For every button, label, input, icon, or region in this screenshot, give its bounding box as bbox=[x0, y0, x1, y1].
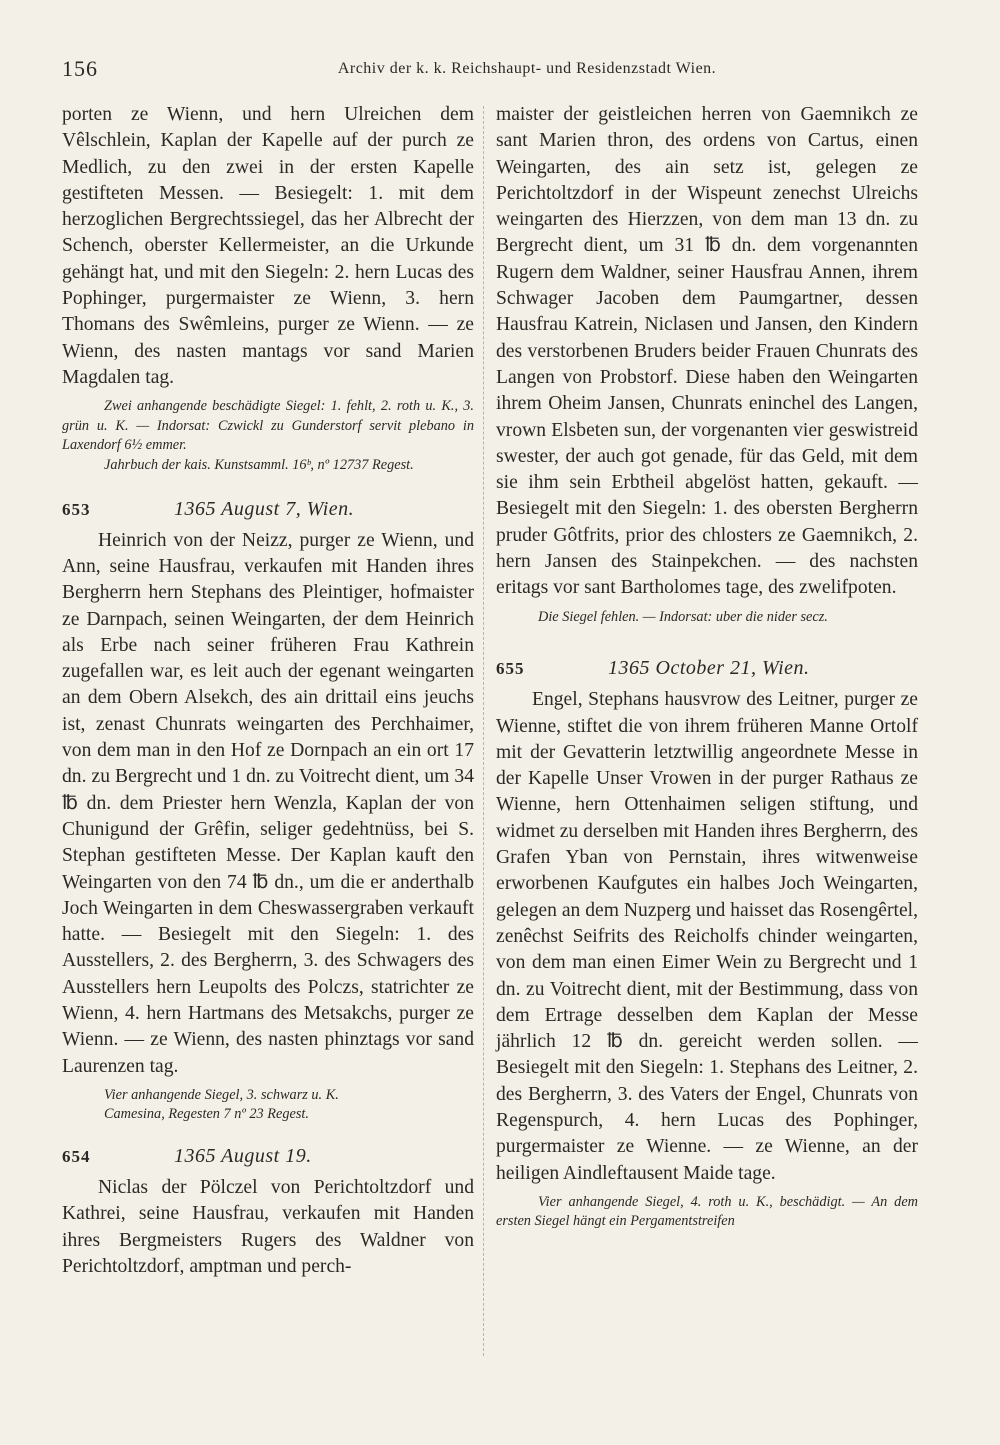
document-number: 655 bbox=[496, 659, 525, 679]
reference-note: Jahrbuch der kais. Kunstsamml. 16ᵇ, nº 12737 Regest. bbox=[104, 457, 414, 474]
document-heading bbox=[62, 1143, 474, 1173]
continued-text: porten ze Wienn, und hern Ulreichen dem Vêlschlein, Kaplan der Kapelle auf der purch ze Medlich, zu den zwei in der ersten Kapelle gestifteten Messen. — Besiegelt: 1. mit dem herzoglichen Bergrechtssiegel, das her Albrecht der Schench, oberster Kellermeister, an die Urkunde gehängt hat, und mit den Siegeln: 2. hern Lucas des Pophinger, purgermaister ze Wienn, 3. hern Thomans des Swêmleins, purger ze Wienn. — ze Wienn, des nasten mantags vor sand Marien Magdalen tag. bbox=[62, 104, 474, 388]
seal-note: Vier anhangende Siegel, 4. roth u. K., beschädigt. — An dem ersten Siegel hängt ein Pergamentstreifen bbox=[496, 1193, 918, 1230]
document-date: 1365 August 19. bbox=[174, 1145, 312, 1168]
page-number: 156 bbox=[62, 56, 98, 81]
document-number: 653 bbox=[62, 499, 91, 519]
seal-note: Die Siegel fehlen. — Indorsat: uber die nider secz. bbox=[538, 608, 828, 625]
left-column bbox=[62, 102, 474, 1280]
document-number: 654 bbox=[62, 1147, 91, 1167]
reference-note: Camesina, Regesten 7 nº 23 Regest. bbox=[104, 1106, 309, 1123]
page-header bbox=[62, 56, 932, 86]
running-title: Archiv der k. k. Reichshaupt- und Residenzstadt Wien. bbox=[337, 60, 717, 77]
continued-text: maister der geistleichen herren von Gaemnikch ze sant Marien thron, des ordens von Cartus, einen Weingarten, des ain setz ist, gelegen ze Perichtoltzdorf in der Wispeunt zenechst Ulreichs weingarten des Hierzzen, von dem man 13 dn. zu Bergrecht dient, um 31 ℔ dn. dem vorgenannten Rugern dem Waldner, seiner Hausfrau Annen, ihrem Schwager Jacoben dem Paumgartner, dessen Hausfrau Katrein, Niclasen und Jansen, den Kindern des verstorbenen Bruders beider Frauen Chunrats des Langen von Probstorf. Diese haben den Weingarten ihrem Oheim Jansen, Chunrats eninchel des Langen, vrown Elsbeten sun, der vorgenanten vier geswistreid swester, der auch got genade, für das Geld, mit dem sie ihm sein Erbtheil abgelöst hatten, gekauft. — Besiegelt mit den Siegeln: 1. des obersten Bergherrn pruder Gôtfrits, prior des chlosters ze Gaemnikch, 2. hern Jansen des Stainpekchen. — des nachsten eritags vor sant Bartholomes tage, des zwelifpoten. bbox=[496, 104, 918, 599]
document-text: Niclas der Pölczel von Perichtoltzdorf und Kathrei, seine Hausfrau, verkaufen mit Handen ihres Bergmeisters Rugers des Waldner von Perichtoltzdorf, amptman und perch- bbox=[62, 1177, 474, 1277]
seal-note: Zwei anhangende beschädigte Siegel: 1. fehlt, 2. roth u. K., 3. grün u. K. — Indorsat: Czwickl zu Gunderstorf servit plebano in Laxendorf 6½ emmer. bbox=[62, 398, 474, 454]
column-divider bbox=[483, 106, 484, 1356]
document-date: 1365 October 21, Wien. bbox=[608, 657, 810, 680]
document-text: Heinrich von der Neizz, purger ze Wienn, und Ann, seine Hausfrau, verkaufen mit Handen ihres Bergherrn hern Stephans des Pleintiger, hofmaister ze Darnpach, seinen Weingarten, der dem Heinrich als Erbe nach seiner früheren Frau Kathrein zugefallen war, es leit auch der egenant weingarten an dem Obern Alsekch, des ain drittail eins jeuchs ist, zenast Chunrats weingarten des Perchhaimer, von dem man in den Hof ze Dornpach an ein ort 17 dn. zu Bergrecht und 1 dn. zu Voitrecht dient, um 34 ℔ dn. dem Priester hern Wenzla, Kaplan der von Chunigund der Grêfin, seliger gedehtnüss, bei S. Stephan gestifteten Messe. Der Kaplan kauft den Weingarten von den 74 ℔ dn., um die er anderthalb Joch Weingarten in dem Cheswassergraben verkauft hatte. — Besiegelt mit den Siegeln: 1. des Ausstellers, 2. des Bergherrn, 3. des Schwagers des Ausstellers hern Leupolts des Polczs, statrichter ze Wienn, 4. hern Hartmans des Metsakchs, purger ze Wienn. — ze Wienn, des nasten phinztags vor sand Laurenzen tag. bbox=[62, 529, 474, 1077]
document-text: Engel, Stephans hausvrow des Leitner, purger ze Wienne, stiftet die von ihrem früheren Manne Ortolf mit der Gevatterin letztwillig angeordnete Messe in der Kapelle Unser Vrowen in der purger Rathaus ze Wienne, hern Ottenhaimen seligen stiftung, und widmet zu derselben mit Handen ihres Bergherrn, des Grafen Yban von Pernstain, ihres witwenweise erworbenen Kaufgutes ein halbes Joch Weingarten, gelegen an dem Nuzperg und haisset das Rosengêrtel, zenêchst Seifrits des Reicholfs chinder weingarten, von dem man einen Eimer Wein zu Bergrecht und 1 dn. zu Voitrecht dient, mit der Bestimmung, dass von dem Ertrage desselben dem Kaplan der Messe jährlich 12 ℔ dn. gereicht werden sollen. — Besiegelt mit den Siegeln: 1. Stephans des Leitner, 2. des Bergherrn, 3. des Vaters der Engel, Chunrats von Regenspurch, 4. hern Lucas des Pophinger, purgermaister ze Wienne. — ze Wienne, an der heiligen Aindleftausent Maide tage. bbox=[496, 689, 918, 1184]
seal-note: Vier anhangende Siegel, 3. schwarz u. K. bbox=[104, 1086, 339, 1103]
document-heading bbox=[496, 655, 918, 685]
document-date: 1365 August 7, Wien. bbox=[174, 497, 355, 520]
right-column bbox=[496, 102, 918, 1232]
document-heading bbox=[62, 496, 474, 526]
